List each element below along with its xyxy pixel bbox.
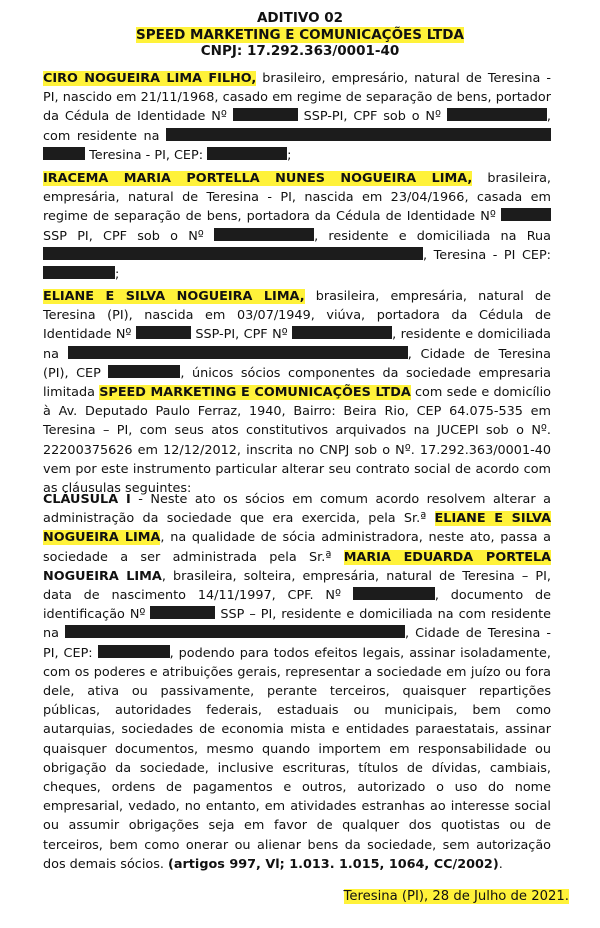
redacted-block: [207, 147, 287, 160]
legal-articles: (artigos 997, Vl; 1.013. 1.015, 1064, CC/2002): [168, 856, 499, 872]
redacted-block: [98, 645, 170, 658]
partner-paragraph-3: ELIANE E SILVA NOGUEIRA LIMA, brasileira, empresária, natural de Teresina (PI), nascida em 03/07/1949, viúva, portadora da Cédula de Identidade Nº SSP-PI, CPF Nº , residente e domiciliada na , Cidade de Teresina (PI), CEP , únicos sócios componentes da sociedade empresaria limitada SPEED MARKETING E COMUNICAÇÕES LTDA com sede e domicílio à Av. Deputado Paulo Ferraz, 1940, Bairro: Beira Rio, CEP 64.075-535 em Teresina – PI, com seus atos constitutivos arquivados na JUCEPI sob o Nº. 22200375626 em 12/12/2012, inscrita no CNPJ sob o Nº. 17.292.363/0001-40 vem por este instrumento particular alterar seu contrato social de acordo com as cláusulas seguintes:: [43, 289, 552, 497]
partner-name: CIRO NOGUEIRA LIMA FILHO,: [43, 71, 257, 86]
redacted-block: [68, 346, 408, 359]
redacted-block: [233, 108, 298, 121]
redacted-block: [214, 228, 314, 241]
document-header: [0, 10, 600, 60]
company-name-inline: SPEED MARKETING E COMUNICAÇÕES LTDA: [99, 385, 411, 401]
signature-date: Teresina (PI), 28 de Julho de 2021.: [343, 889, 569, 904]
company-name: SPEED MARKETING E COMUNICAÇÕES LTDA: [136, 26, 464, 43]
redacted-block: [166, 128, 551, 141]
clause-label: CLÁUSULA I: [43, 492, 131, 507]
new-administrator-name: MARIA EDUARDA PORTELA: [343, 549, 552, 565]
partner-name: ELIANE E SILVA NOGUEIRA LIMA,: [43, 289, 305, 304]
redacted-block: [43, 266, 115, 279]
redacted-block: [501, 208, 551, 221]
partner-paragraph-1: CIRO NOGUEIRA LIMA FILHO, brasileiro, empresário, natural de Teresina - PI, nascido em 21/11/1968, casado em regime de separação de bens, portador da Cédula de Identidade Nº SSP-PI, CPF sob o Nº , com residente na Teresina - PI, CEP: ;: [43, 71, 551, 163]
former-administrator-name: ELIANE E SILVA NOGUEIRA LIMA: [43, 511, 551, 546]
redacted-block: [136, 326, 191, 339]
redacted-block: [150, 606, 215, 619]
partner-name: IRACEMA MARIA PORTELLA NUNES NOGUEIRA LIMA,: [43, 171, 473, 186]
redacted-block: [353, 587, 435, 600]
redacted-block: [65, 625, 405, 638]
redacted-block: [292, 326, 392, 339]
redacted-block: [43, 247, 423, 260]
redacted-block: [108, 365, 180, 378]
redacted-block: [447, 108, 547, 121]
document-title: ADITIVO 02: [256, 10, 344, 26]
partner-paragraph-2: IRACEMA MARIA PORTELLA NUNES NOGUEIRA LIMA, brasileira, empresária, natural de Teresina - PI, nascida em 23/04/1966, casada em regime de separação de bens, portadora da Cédula de Identidade Nº SSP PI, CPF sob o Nº , residente e domiciliada na Rua , Teresina - PI CEP: ;: [43, 171, 552, 283]
new-administrator-surname: NOGUEIRA LIMA: [43, 568, 162, 584]
redacted-block: [43, 147, 85, 160]
clause-1-paragraph: CLÁUSULA I - Neste ato os sócios em comum acordo resolvem alterar a administração da sociedade que era exercida, pela Sr.ª ELIANE E SILVA NOGUEIRA LIMA, na qualidade de sócia administradora, neste ato, passa a sociedade a ser administrada pela Sr.ª MARIA EDUARDA PORTELA NOGUEIRA LIMA, brasileira, solteira, empresária, natural de Teresina – PI, data de nascimento 14/11/1997, CPF. Nº , documento de identificação Nº SSP – PI, residente e domiciliada na com residente na , Cidade de Teresina - PI, CEP: , podendo para todos efeitos legais, assinar isoladamente, com os poderes e atribuições gerais, representar a sociedade em juízo ou fora dele, ativa ou passivamente, perante terceiros, quaisquer repartições públicas, autoridades federais, estaduais ou municipais, bem como autarquias, sociedades de economia mista e entidades paraestatais, assinar quaisquer documentos, mesmo quando importem em responsabilidade ou obrigação da sociedade, inclusive escrituras, títulos de dívidas, cambiais, cheques, ordens de pagamentos e outros, autorizado o uso do nome empresarial, vedado, no entanto, em atividades estranhas ao interesse social ou assumir obrigações seja em favor de qualquer dos quotistas ou de terceiros, bem como onerar ou alienar bens da sociedade, sem autorização dos demais sócios. (artigos 997, Vl; 1.013. 1.015, 1064, CC/2002).: [43, 492, 552, 872]
company-cnpj: CNPJ: 17.292.363/0001-40: [200, 43, 400, 59]
